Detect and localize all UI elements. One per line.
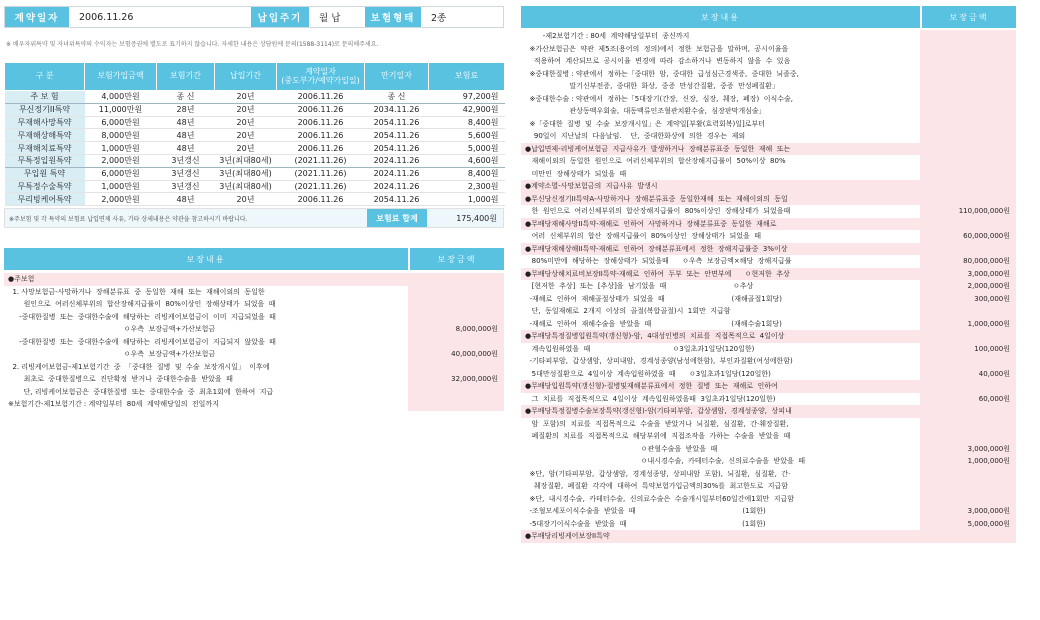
coverage-cell: 2024.11.26 <box>365 167 429 180</box>
benefit-amount <box>920 180 1016 193</box>
benefit-text: ※「중대한 질병 및 수술 보장개시일」은 계약일[부활(효력회복)일]로부터 <box>525 119 766 128</box>
benefit-line <box>4 361 504 374</box>
coverage-name-cell: 무재해사망특약 <box>5 116 85 129</box>
benefit-text: ●무신당신정기II특약A-사망하거나 장해분류표중 동일한재해 또는 재해이외의 동일 <box>521 193 920 206</box>
benefit-text: ●무배당입원특약(갱신형)-질병및재해분류표에서 정한 질병 또는 재해로 인하여 <box>521 380 920 393</box>
benefit-line <box>521 330 1016 343</box>
benefit-text: ●무배당재해상해II특약-재해로 인하여 장해분류표에서 정한 장해지급률중 3%이상 <box>521 243 920 256</box>
benefit-line <box>521 155 1016 168</box>
coverage-row <box>5 167 505 180</box>
contract-info-bar <box>4 6 504 28</box>
benefit-amount <box>408 336 504 349</box>
benefit-amount <box>920 155 1016 168</box>
coverage-cell: 6,000만원 <box>85 167 157 180</box>
insurance-type-label: 보험형태 <box>365 7 421 27</box>
benefit-line <box>4 298 504 311</box>
benefit-amount <box>920 193 1016 206</box>
coverage-table <box>4 62 505 206</box>
benefit-line <box>521 30 1016 43</box>
benefit-text: -중대한질병 또는 중대한수술에 해당하는 리빙케어보험금이 지급되지 않았을 때 <box>8 337 276 346</box>
coverage-column-header: 보험기간 <box>157 63 215 91</box>
coverage-cell: 2054.11.26 <box>365 129 429 142</box>
benefit-content-header: 보장내용 <box>521 6 920 28</box>
coverage-cell: 3년갱신 <box>157 154 215 167</box>
coverage-cell: 4,000만원 <box>85 91 157 104</box>
benefit-amount: 3,000,000원 <box>920 268 1016 281</box>
premium-total-label: 보험료 합계 <box>367 209 427 227</box>
benefit-line <box>521 493 1016 506</box>
benefit-text: ※단, 암(기타피부암, 갑상샘암, 경계성종양, 상피내암 포함), 뇌질환, 심질환, 간· <box>525 469 791 478</box>
benefit-text: ㅇ내시경수술, 카테터수술, 신의료수술을 받았을 때 <box>525 457 805 465</box>
coverage-cell: 2,300원 <box>429 180 505 193</box>
coverage-cell: 5,600원 <box>429 129 505 142</box>
benefit-amount: 8,000,000원 <box>408 323 504 336</box>
benefit-line <box>521 418 1016 431</box>
benefit-text: 90일이 지난날의 다음날임. 단, 중대한화상에 의한 경우는 제외 <box>525 132 746 140</box>
benefit-amount: 2,000,000원 <box>920 280 1016 293</box>
beneficiary-note: ※ 배우자위특약 및 자녀위특약의 수익자는 보험증권에 별도로 표기하지 않습니다. 자세한 내용은 상담원에 문의(1588-3114)로 문의해주세요. <box>6 41 379 48</box>
benefit-text: 단, 동일재해로 2개지 이상의 골절(복합골절)시 1회만 지급함 <box>525 307 731 315</box>
benefit-amount <box>920 305 1016 318</box>
benefit-amount <box>920 105 1016 118</box>
coverage-cell: 2034.11.26 <box>365 103 429 116</box>
coverage-cell: 2006.11.26 <box>277 193 365 206</box>
benefit-text: 80%미만에 해당하는 장해상태가 되었을때 ㅇ우측 보장금액×해당 장해지급률 <box>525 257 792 265</box>
benefit-line <box>521 205 1016 218</box>
benefit-text: 1. 사망보험금-사망하거나 장해분류표 중 동일한 재해 또는 재해이외의 동일한 <box>8 287 265 296</box>
coverage-cell: 20년 <box>215 129 277 142</box>
insurance-type-value: 2종 <box>421 7 503 27</box>
benefit-line <box>521 93 1016 106</box>
benefit-line <box>521 105 1016 118</box>
benefit-line <box>4 323 504 336</box>
benefit-text: -제2보험기간 : 80세 계약해당일부터 종신까지 <box>525 32 690 40</box>
benefit-line <box>4 286 504 299</box>
contract-date-label: 계약일자 <box>5 7 69 27</box>
benefit-line <box>521 230 1016 243</box>
benefit-line <box>521 368 1016 381</box>
coverage-cell: 4,600원 <box>429 154 505 167</box>
right-panel <box>521 6 1016 543</box>
premium-total-bar <box>4 208 504 228</box>
benefit-line <box>521 380 1016 393</box>
benefit-amount <box>920 493 1016 506</box>
benefit-amount <box>408 273 504 286</box>
coverage-column-header: 보험료 <box>429 63 505 91</box>
benefit-amount: 32,000,000원 <box>408 373 504 386</box>
benefit-amount <box>408 286 504 299</box>
benefit-line <box>521 268 1016 281</box>
benefit-line <box>4 348 504 361</box>
benefit-text: 2. 리빙케어보험금-제1보험기간 중 「중대한 질병 및 수술 보장개시일」 이후에 <box>8 362 270 371</box>
benefit-text: 여러 신체부위의 합산 장해지급률이 80%이상인 장해상태가 되었을 때 <box>525 232 761 240</box>
coverage-cell: 28년 <box>157 103 215 116</box>
benefit-line <box>521 218 1016 231</box>
coverage-cell: 48년 <box>157 129 215 142</box>
coverage-name-cell: 무재해상해특약 <box>5 129 85 142</box>
benefit-text: [현저한 추상] 또는 [추상]을 남기었을 때 ㅇ추상 <box>525 282 754 290</box>
coverage-cell: 1,000만원 <box>85 180 157 193</box>
coverage-name-cell: 무리빙케어특약 <box>5 193 85 206</box>
benefit-text: 재해이외의 동일한 원인으로 여러신체부위의 합산장해지급률이 50%이상 80% <box>525 157 786 165</box>
coverage-column-header: 보험가입금액 <box>85 63 157 91</box>
benefit-text: -조혈모세포이식수술을 받았을 때 (1회한) <box>525 507 766 515</box>
premium-footnote: ※주보험 및 각 특약의 보험료 납입면제 사유, 기타 상세내용은 약관을 참고하시기 바랍니다. <box>9 215 248 223</box>
benefit-amount <box>920 218 1016 231</box>
coverage-cell: 2006.11.26 <box>277 142 365 155</box>
benefit-header-right <box>521 6 1016 28</box>
benefit-amount: 3,000,000원 <box>920 443 1016 456</box>
coverage-cell: 3년(최대80세) <box>215 180 277 193</box>
benefit-text: 계속입원하였을 때 ㅇ3일초과1일당(120일한) <box>525 344 755 353</box>
coverage-cell: (2021.11.26) <box>277 167 365 180</box>
benefit-line <box>521 455 1016 468</box>
benefit-text: -기타피부암, 갑상샘암, 상피내암, 경계성종양(남성에한함), 부인과질환(여성에한함) <box>525 357 793 365</box>
coverage-cell: 6,000만원 <box>85 116 157 129</box>
benefit-amount <box>920 143 1016 156</box>
benefit-text: 말기신부전증, 중대한 화상, 중증 만성간질환, 중증 만성폐질환」 <box>525 82 779 90</box>
benefit-amount <box>408 398 504 411</box>
benefit-text: 관상동맥우회술, 대동맥류인조혈관치환수술, 심장판막개심술」 <box>525 107 766 115</box>
benefit-text: ●주보험 <box>4 273 408 286</box>
benefit-amount-header: 보장금액 <box>408 248 504 270</box>
benefit-text: ●무배당상해치료비보장II특약-재해로 인하여 두부 또는 안면부에 ㅇ현저한 추상 <box>521 268 920 281</box>
benefit-text: ※보험기간-제1보험기간 : 계약일부터 80세 계약해당일의 전일까지 <box>8 400 219 409</box>
coverage-cell: 2054.11.26 <box>365 142 429 155</box>
coverage-name-cell: 무특정입원특약 <box>5 154 85 167</box>
benefit-line <box>521 318 1016 331</box>
benefit-line <box>4 398 504 411</box>
coverage-cell: (2021.11.26) <box>277 154 365 167</box>
left-panel <box>4 6 504 411</box>
coverage-cell: 20년 <box>215 103 277 116</box>
benefit-text: -중대한질병 또는 중대한수술에 해당하는 리빙케어보험금이 이미 지급되었을 때 <box>8 312 276 321</box>
benefit-amount <box>920 405 1016 418</box>
benefit-line <box>521 480 1016 493</box>
benefit-text: 암 포함)의 치료를 직접목적으로 수술을 받았거나 뇌질환, 심질환, 간·췌장질환, <box>525 419 789 428</box>
benefit-text: 단, 리빙케어보험금은 중대한질병 또는 중대한수술 중 최초1회에 한하여 지급 <box>8 387 274 396</box>
premium-total-value: 175,400원 <box>456 213 497 223</box>
coverage-cell: 20년 <box>215 142 277 155</box>
coverage-cell: 5,000원 <box>429 142 505 155</box>
benefit-line <box>4 386 504 399</box>
benefit-amount <box>920 93 1016 106</box>
benefit-amount <box>408 386 504 399</box>
benefit-amount: 1,000,000원 <box>920 318 1016 331</box>
coverage-column-header: 계약일자 (중도부가/예약가입일) <box>277 63 365 91</box>
coverage-cell: 1,000만원 <box>85 142 157 155</box>
benefit-text: ※단, 내시경수술, 카테터수술, 신의료수술은 수술개시일부터60일간에1회만 지급함 <box>525 494 794 503</box>
benefit-content-header: 보장내용 <box>4 248 408 270</box>
coverage-cell: 20년 <box>215 116 277 129</box>
coverage-name-cell: 무입원 특약 <box>5 167 85 180</box>
benefit-line <box>521 280 1016 293</box>
coverage-cell: 20년 <box>215 193 277 206</box>
benefit-line <box>521 355 1016 368</box>
benefit-amount <box>408 311 504 324</box>
benefit-amount <box>920 430 1016 443</box>
benefit-amount: 60,000,000원 <box>920 230 1016 243</box>
coverage-cell: 2006.11.26 <box>277 129 365 142</box>
benefit-text: 췌장질환, 폐질환 각각에 대하여 특약보험가입금액의30%를 최고한도로 지급함 <box>525 482 789 490</box>
benefit-text: -5대장기이식수술을 받았을 때 (1회한) <box>525 519 766 528</box>
coverage-column-header: 만기일자 <box>365 63 429 91</box>
coverage-cell: 48년 <box>157 142 215 155</box>
benefit-amount: 80,000,000원 <box>920 255 1016 268</box>
benefit-amount: 40,000,000원 <box>408 348 504 361</box>
coverage-cell: 2054.11.26 <box>365 193 429 206</box>
benefit-amount <box>920 355 1016 368</box>
benefit-amount-header: 보장금액 <box>920 6 1016 28</box>
benefit-amount <box>920 530 1016 543</box>
benefit-line <box>521 130 1016 143</box>
coverage-cell: 2006.11.26 <box>277 103 365 116</box>
benefit-line <box>521 55 1016 68</box>
coverage-cell: 2054.11.26 <box>365 116 429 129</box>
benefit-amount: 100,000원 <box>920 343 1016 356</box>
benefit-line <box>521 430 1016 443</box>
coverage-name-cell: 무재해치료특약 <box>5 142 85 155</box>
benefit-line <box>521 80 1016 93</box>
benefit-text: ㅇ관혈수술을 받았을 때 <box>525 444 718 453</box>
benefit-line <box>521 505 1016 518</box>
coverage-name-cell: 주 보 험 <box>5 91 85 104</box>
coverage-cell: 20년 <box>215 91 277 104</box>
benefit-line <box>521 468 1016 481</box>
benefit-amount <box>920 68 1016 81</box>
coverage-cell: 8,400원 <box>429 167 505 180</box>
benefit-text: ※가산보험금은 약관 제5조(용어의 정의)에서 정한 보험금을 말하며, 공시이율을 <box>525 44 789 53</box>
benefit-amount <box>408 298 504 311</box>
benefit-amount <box>920 418 1016 431</box>
benefit-amount <box>920 380 1016 393</box>
benefit-text: ●무배당리빙케어보장II특약 <box>521 530 920 543</box>
benefit-line <box>4 373 504 386</box>
coverage-cell: 42,900원 <box>429 103 505 116</box>
coverage-row <box>5 142 505 155</box>
benefit-text: ㅇ우측 보장금액+가산보험금 <box>8 350 216 359</box>
benefit-text: ※중대한질병 : 약관에서 정하는「중대한 암, 중대한 급성심근경색증, 중대한 뇌졸중, <box>525 69 799 78</box>
coverage-cell: 2024.11.26 <box>365 154 429 167</box>
benefit-amount <box>920 118 1016 131</box>
benefit-line <box>521 168 1016 181</box>
benefit-line <box>521 118 1016 131</box>
benefit-line <box>4 311 504 324</box>
coverage-cell: 1,000원 <box>429 193 505 206</box>
benefit-amount <box>920 243 1016 256</box>
benefit-text: 적용하여 계산되므로 공시이율 변경에 따라 감소하거나 변동하지 않을 수 있음 <box>525 57 791 65</box>
benefit-line <box>521 143 1016 156</box>
benefit-text: 5대만성질환으로 4일이상 계속입원하였을 때 ㅇ3일초과1일당(120일한) <box>525 369 771 378</box>
coverage-column-header: 구 분 <box>5 63 85 91</box>
coverage-cell: 3년갱신 <box>157 167 215 180</box>
benefit-amount <box>920 43 1016 56</box>
benefit-amount <box>920 130 1016 143</box>
benefit-line <box>521 193 1016 206</box>
coverage-row <box>5 154 505 167</box>
benefit-line <box>4 273 504 286</box>
benefit-line <box>521 180 1016 193</box>
benefit-text: 폐질환의 치료를 직접목적으로 해당부위에 직접조작을 가하는 수술을 받았을 때 <box>525 432 791 440</box>
benefit-text: 원인으로 여러신체부위의 합산장해지급률이 80%이상인 장해상태가 되었을 때 <box>8 300 276 309</box>
coverage-name-cell: 무신정기II특약 <box>5 103 85 116</box>
benefit-amount <box>920 168 1016 181</box>
benefit-amount <box>920 80 1016 93</box>
benefit-line <box>521 305 1016 318</box>
benefit-text: ●무배당재해사망II특약-재해로 인하여 사망하거나 장해분류표중 동일한 재해로 <box>521 218 920 231</box>
coverage-cell: 2,000만원 <box>85 154 157 167</box>
benefit-line <box>521 243 1016 256</box>
benefit-line <box>521 293 1016 306</box>
payment-cycle-label: 납입주기 <box>251 7 309 27</box>
coverage-cell: 2024.11.26 <box>365 180 429 193</box>
coverage-row <box>5 116 505 129</box>
benefit-amount <box>920 480 1016 493</box>
benefit-amount: 3,000,000원 <box>920 505 1016 518</box>
coverage-cell: 2006.11.26 <box>277 116 365 129</box>
benefit-line <box>521 68 1016 81</box>
benefit-text: 최초로 중대한질병으로 진단확정 받거나 중대한수술을 받았을 때 <box>8 375 233 384</box>
benefit-amount <box>920 330 1016 343</box>
coverage-cell: 48년 <box>157 116 215 129</box>
benefit-amount: 5,000,000원 <box>920 518 1016 531</box>
benefit-line <box>521 405 1016 418</box>
benefit-text: 그 치료를 직접목적으로 4일이상 계속입원하였을때 3일초과1일당(120일한) <box>525 394 776 403</box>
benefit-text: -재해로 인하여 재해골절상태가 되었을 때 (재해골절1회당) <box>525 294 782 303</box>
benefit-line <box>521 343 1016 356</box>
benefit-amount: 1,000,000원 <box>920 455 1016 468</box>
benefit-text: ●무배당특정질병입원특약(갱신형)-암, 4대성인병의 치료를 직접목적으로 4일이상 <box>521 330 920 343</box>
benefit-text: 미만인 장해상태가 되었을 때 <box>525 169 627 178</box>
contract-date-value: 2006.11.26 <box>69 7 251 27</box>
benefit-amount: 40,000원 <box>920 368 1016 381</box>
coverage-cell: 48년 <box>157 193 215 206</box>
benefit-text: ●무배당특정질병수술보장특약(갱신형)-암(기타피부암, 갑상샘암, 경계성종양, 상피내 <box>521 405 920 418</box>
coverage-cell: 3년갱신 <box>157 180 215 193</box>
benefit-text: ●계약소멸-사망보험금의 지급사유 발생시 <box>521 180 920 193</box>
benefit-text: ●납입면제-리빙케어보험금 지급사유가 발생하거나 장해분류표중 동일한 재해 또는 <box>521 143 920 156</box>
benefit-amount <box>920 55 1016 68</box>
benefit-amount: 300,000원 <box>920 293 1016 306</box>
benefit-amount <box>920 468 1016 481</box>
benefit-amount <box>920 30 1016 43</box>
coverage-cell: 2,000만원 <box>85 193 157 206</box>
benefit-line <box>521 518 1016 531</box>
coverage-cell: 97,200원 <box>429 91 505 104</box>
coverage-cell: 2006.11.26 <box>277 91 365 104</box>
coverage-cell: 8,400원 <box>429 116 505 129</box>
coverage-cell: 3년(최대80세) <box>215 154 277 167</box>
benefit-line <box>521 43 1016 56</box>
benefit-amount: 110,000,000원 <box>920 205 1016 218</box>
coverage-row <box>5 103 505 116</box>
benefit-text: ㅇ우측 보장금액+가산보험금 <box>8 325 216 334</box>
coverage-row <box>5 193 505 206</box>
benefit-text: ※중대한수술 : 약관에서 정하는「5대장기(간장, 신장, 심장, 췌장, 폐장) 이식수술, <box>525 94 793 103</box>
coverage-cell: 종 신 <box>365 91 429 104</box>
coverage-cell: 3년(최대80세) <box>215 167 277 180</box>
benefit-amount: 60,000원 <box>920 393 1016 406</box>
benefit-header <box>4 248 504 270</box>
coverage-row <box>5 91 505 104</box>
benefit-box-left <box>4 248 504 411</box>
coverage-cell: 8,000만원 <box>85 129 157 142</box>
coverage-cell: (2021.11.26) <box>277 180 365 193</box>
coverage-row <box>5 180 505 193</box>
benefit-amount <box>408 361 504 374</box>
benefit-line <box>521 443 1016 456</box>
coverage-column-header: 납입기간 <box>215 63 277 91</box>
benefit-line <box>521 255 1016 268</box>
coverage-row <box>5 129 505 142</box>
benefit-line <box>521 530 1016 543</box>
coverage-cell: 종 신 <box>157 91 215 104</box>
benefit-line <box>521 393 1016 406</box>
benefit-line <box>4 336 504 349</box>
payment-cycle-value: 월 납 <box>309 7 365 27</box>
coverage-name-cell: 무특정수술특약 <box>5 180 85 193</box>
coverage-cell: 11,000만원 <box>85 103 157 116</box>
benefit-text: 한 원인으로 여러신체부위의 합산장해지급률이 80%이상인 장해상태가 되었을때 <box>525 207 791 215</box>
benefit-text: -재해로 인하여 재해수술을 받았을 때 (재해수술1회당) <box>525 319 782 328</box>
